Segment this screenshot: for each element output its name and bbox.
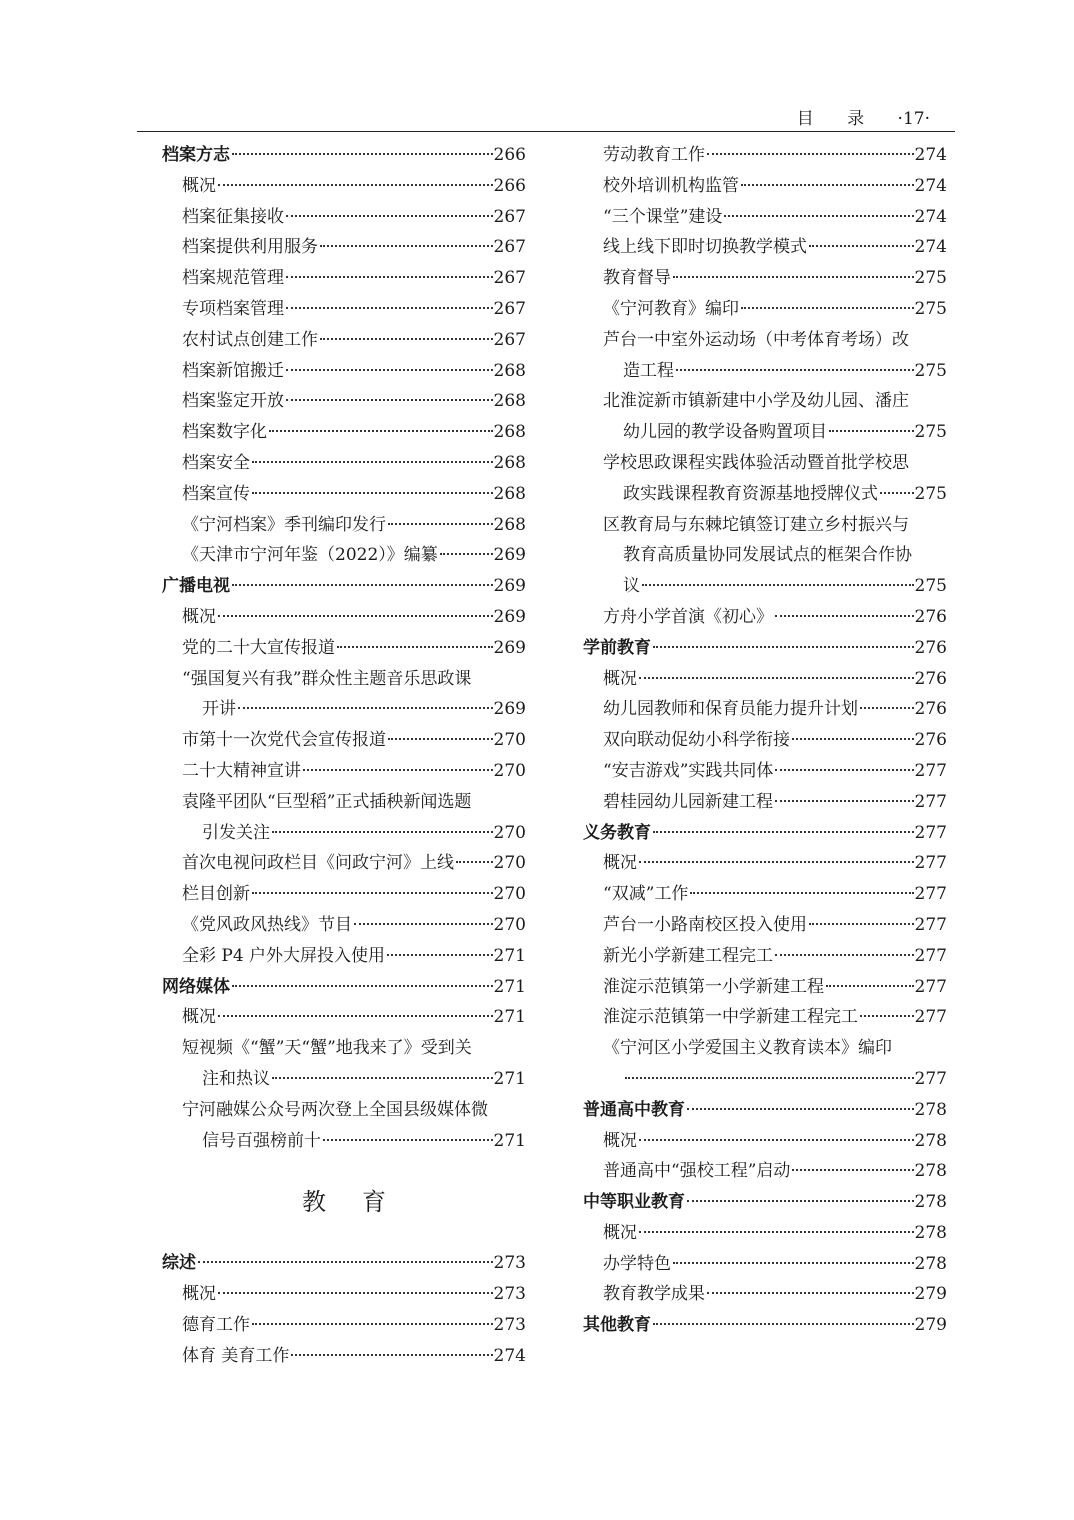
toc-page-number: 269 [493,576,526,597]
dot-leader [218,1292,493,1294]
toc-entry-title: 档案规范管理 [182,268,284,289]
toc-entry-title: 概况 [603,853,637,874]
toc-entry-title: 《宁河教育》编印 [603,298,739,319]
toc-entry-title: 宁河融媒公众号两次登上全国县级媒体微 [182,1099,488,1120]
toc-entry-title: 档案宣传 [182,483,250,504]
toc-entry-title: 引发关注 [202,822,270,843]
toc-page-number: 270 [493,822,526,843]
toc-entry[interactable] [583,664,947,695]
toc-entry[interactable] [162,171,526,202]
toc-entry[interactable] [162,1002,526,1033]
toc-entry [583,386,947,417]
toc-entry-title: 注和热议 [202,1068,270,1089]
toc-page-number: 268 [493,360,526,381]
toc-entry-title: 淮淀示范镇第一小学新建工程 [603,976,824,997]
toc-entry[interactable] [162,356,526,387]
toc-entry-title: 概况 [603,1222,637,1243]
toc-page-number: 267 [493,268,526,289]
toc-entry [162,1095,526,1126]
dot-leader [232,584,493,586]
toc-section-entry[interactable] [583,633,947,664]
dot-leader [792,1169,913,1171]
toc-page-number: 268 [493,422,526,443]
dot-leader [639,677,914,679]
toc-entry-title: 办学特色 [603,1253,671,1274]
toc-entry[interactable] [162,386,526,417]
toc-page-number: 278 [914,1130,947,1151]
toc-entry-title: 概况 [182,1007,216,1028]
dot-leader [707,1292,914,1294]
toc-entry-title: 造工程 [623,360,674,381]
dot-leader [252,492,493,494]
header-rule [137,131,955,132]
toc-entry[interactable] [162,1126,526,1157]
toc-entry[interactable] [583,910,947,941]
toc-page-number: 278 [914,1192,947,1213]
toc-page-number: 277 [914,1007,947,1028]
toc-page-number: 279 [914,1315,947,1336]
toc-entry[interactable] [162,910,526,941]
toc-entry [583,325,947,356]
toc-page-number: 270 [493,730,526,751]
toc-entry[interactable] [162,479,526,510]
dot-leader [639,1231,914,1233]
toc-entry-title: 栏目创新 [182,884,250,905]
dot-leader [303,769,493,771]
dot-leader [625,1077,914,1079]
toc-entry[interactable] [583,202,947,233]
toc-page-number: 276 [914,606,947,627]
toc-entry-title: 学前教育 [583,637,651,658]
toc-page-number: 275 [914,268,947,289]
toc-entry-title: 市第十一次党代会宣传报道 [182,730,386,751]
toc-entry-title: 校外培训机构监管 [603,175,739,196]
dot-leader [440,553,493,555]
toc-entry-title: 普通高中教育 [583,1099,685,1120]
toc-entry-title: 概况 [182,606,216,627]
toc-page-number: 267 [493,237,526,258]
toc-entry-title: 德育工作 [182,1314,250,1335]
toc-entry-title: 全彩 P4 户外大屏投入使用 [182,945,386,966]
toc-entry[interactable] [162,725,526,756]
toc-entry[interactable] [583,756,947,787]
toc-entry[interactable] [583,787,947,818]
toc-page-number: 274 [914,175,947,196]
toc-page-number: 266 [493,175,526,196]
dot-leader [724,215,913,217]
toc-entry[interactable] [583,571,947,602]
toc-entry-title: 广播电视 [162,576,230,597]
dot-leader [653,1323,914,1325]
toc-section-entry[interactable] [583,1095,947,1126]
toc-entry-title: 区教育局与东棘坨镇签订建立乡村振兴与 [603,514,909,535]
toc-entry-title: 芦台一中室外运动场（中考体育考场）改 [603,329,909,350]
toc-page-number: 270 [493,884,526,905]
dot-leader [687,1108,914,1110]
toc-entry-title: 学校思政课程实践体验活动暨首批学校思 [603,452,909,473]
toc-page-number: 274 [914,237,947,258]
dot-leader [388,523,493,525]
toc-page-number: 278 [914,1222,947,1243]
dot-leader [354,923,493,925]
toc-section-entry[interactable] [162,972,526,1003]
dot-leader [741,307,914,309]
toc-page-number: 277 [914,822,947,843]
dot-leader [741,184,914,186]
toc-entry[interactable] [162,202,526,233]
dot-leader [829,430,914,432]
toc-entry-title: 信号百强榜前十 [202,1130,321,1151]
toc-entry-title: 《党风政风热线》节目 [182,914,352,935]
toc-entry-title: “双减”工作 [603,884,689,905]
toc-entry[interactable] [162,1064,526,1095]
toc-page-number: 273 [493,1284,526,1305]
toc-page-number: 267 [493,329,526,350]
toc-section-entry[interactable] [583,818,947,849]
toc-entry[interactable] [583,879,947,910]
dot-leader [291,1354,492,1356]
toc-page-number: 277 [914,791,947,812]
dot-leader [252,1323,493,1325]
toc-page-number: 279 [914,1284,947,1305]
toc-entry-title: 农村试点创建工作 [182,329,318,350]
toc-entry[interactable] [162,448,526,479]
toc-page-number: 268 [493,483,526,504]
toc-entry[interactable] [583,171,947,202]
toc-entry[interactable] [162,848,526,879]
toc-entry-title: 《宁河档案》季刊编印发行 [182,514,386,535]
dot-leader [880,492,914,494]
toc-page-number: 270 [493,914,526,935]
dot-leader [826,985,914,987]
toc-entry[interactable] [583,972,947,1003]
toc-page-number: 275 [914,483,947,504]
toc-entry-title: 概况 [603,1130,637,1151]
toc-page-number: 275 [914,576,947,597]
toc-page-number: 271 [493,976,526,997]
toc-entry[interactable] [583,1249,947,1280]
toc-page-number: 276 [914,699,947,720]
toc-entry [583,448,947,479]
dot-leader [320,338,493,340]
toc-entry-title: “三个课堂”建设 [603,206,723,227]
toc-entry-title: 档案征集接收 [182,206,284,227]
toc-page-number: 276 [914,637,947,658]
toc-entry[interactable] [162,941,526,972]
toc-entry[interactable] [162,232,526,263]
toc-entry-title: 概况 [182,175,216,196]
toc-entry[interactable] [162,879,526,910]
dot-leader [337,646,493,648]
toc-entry[interactable] [583,1002,947,1033]
toc-entry[interactable] [162,1279,526,1310]
toc-entry-title: 新光小学新建工程完工 [603,945,773,966]
toc-entry-title: 淮淀示范镇第一中学新建工程完工 [603,1007,858,1028]
toc-entry-title: 概况 [603,668,637,689]
dot-leader [775,769,913,771]
toc-page-number: 267 [493,298,526,319]
dot-leader [809,923,914,925]
toc-entry[interactable] [162,510,526,541]
toc-entry[interactable] [583,725,947,756]
toc-page-number: 268 [493,514,526,535]
dot-leader [238,707,493,709]
toc-entry[interactable] [583,479,947,510]
toc-entry[interactable] [162,294,526,325]
toc-page-number: 277 [914,945,947,966]
toc-entry[interactable] [162,1310,526,1341]
toc-entry[interactable] [583,1126,947,1157]
toc-entry-title: 北淮淀新市镇新建中小学及幼儿园、潘庄 [603,391,909,412]
toc-entry[interactable] [583,602,947,633]
dot-leader [320,245,493,247]
toc-entry-title: 网络媒体 [162,976,230,997]
toc-section-entry[interactable] [162,1248,526,1279]
toc-entry-title: 档案方志 [162,145,230,165]
toc-entry-title: 线上线下即时切换教学模式 [603,237,807,258]
toc-section-entry[interactable] [583,1187,947,1218]
toc-entry[interactable] [583,941,947,972]
toc-entry-title: 普通高中“强校工程”启动 [603,1161,791,1182]
toc-entry-title: 综述 [162,1253,196,1274]
toc-page-number: 274 [914,206,947,227]
dot-leader [232,153,493,155]
toc-page-number: 278 [914,1099,947,1120]
dot-leader [676,369,914,371]
toc-entry[interactable] [583,1279,947,1310]
toc-entry-title: 教育高质量协同发展试点的框架合作协 [623,545,912,566]
toc-page-number: 270 [493,853,526,874]
dot-leader [218,615,493,617]
toc-page-number: 271 [493,1068,526,1089]
dot-leader [653,646,914,648]
toc-page-number: 266 [493,145,526,165]
toc-right-column [583,140,947,1341]
toc-entry[interactable] [583,356,947,387]
toc-entry-title: 其他教育 [583,1315,651,1336]
toc-page-number: 276 [914,730,947,751]
toc-page-number: 275 [914,360,947,381]
toc-entry-title: “强国复兴有我”群众性主题音乐思政课 [182,668,472,689]
toc-entry-title: 首次电视问政栏目《问政宁河》上线 [182,853,454,874]
toc-entry-title: 双向联动促幼小科学衔接 [603,730,790,751]
dot-leader [388,738,493,740]
toc-page-number: 277 [914,760,947,781]
toc-entry[interactable] [162,540,526,571]
toc-page-number: 277 [914,884,947,905]
dot-leader [387,954,492,956]
toc-entry[interactable] [162,756,526,787]
header-page-number: ·17· [897,109,930,129]
toc-page-number: 277 [914,1068,947,1089]
toc-page-number: 268 [493,452,526,473]
toc-entry[interactable] [583,694,947,725]
dot-leader [272,831,493,833]
toc-entry [583,510,947,541]
toc-section-entry[interactable] [583,1310,947,1341]
toc-entry[interactable] [583,1156,947,1187]
toc-entry[interactable] [162,263,526,294]
toc-page-number: 273 [493,1314,526,1335]
dot-leader [218,1015,493,1017]
dot-leader [456,861,493,863]
dot-leader [775,800,914,802]
toc-entry[interactable] [583,848,947,879]
toc-entry-title: 碧桂园幼儿园新建工程 [603,791,773,812]
toc-entry[interactable] [583,294,947,325]
toc-entry[interactable] [162,602,526,633]
toc-entry-title: 概况 [182,1284,216,1305]
toc-entry [162,664,526,695]
toc-entry-title: 袁隆平团队“巨型稻”正式插秧新闻选题 [182,791,472,812]
toc-entry-title: 专项档案管理 [182,298,284,319]
toc-entry-title: 档案新馆搬迁 [182,360,284,381]
toc-page-number: 276 [914,668,947,689]
dot-leader [860,707,914,709]
toc-page-number: 278 [914,1161,947,1182]
toc-entry-title: 幼儿园的教学设备购置项目 [623,422,827,443]
dot-leader [809,245,914,247]
toc-entry-title: 中等职业教育 [583,1192,685,1213]
toc-entry[interactable] [162,417,526,448]
dot-leader [286,276,493,278]
dot-leader [286,215,493,217]
dot-leader [198,1261,493,1263]
toc-entry[interactable] [162,633,526,664]
toc-entry-title: 教育督导 [603,268,671,289]
toc-entry [162,787,526,818]
toc-entry-title: 党的二十大宣传报道 [182,637,335,658]
toc-page-number: 269 [493,545,526,566]
dot-leader [690,892,913,894]
toc-entry [162,1033,526,1064]
toc-entry-title: 《天津市宁河年鉴（2022）》编纂 [182,545,438,566]
dot-leader [232,985,493,987]
toc-page-number: 267 [493,206,526,227]
dot-leader [639,1139,914,1141]
toc-entry[interactable] [583,1064,947,1095]
toc-page-number: 277 [914,976,947,997]
toc-page-number: 270 [493,760,526,781]
toc-entry-title: 短视频《“蟹”天“蟹”地我来了》受到关 [182,1038,472,1059]
dot-leader [673,1262,914,1264]
dot-leader [687,1200,914,1202]
dot-leader [792,738,914,740]
section-heading: 教育 [302,1188,422,1217]
dot-leader [269,430,493,432]
toc-page-number: 277 [914,914,947,935]
toc-entry[interactable] [162,818,526,849]
toc-entry-title: 档案鉴定开放 [182,391,284,412]
toc-entry[interactable] [583,140,947,171]
toc-entry[interactable] [583,417,947,448]
toc-page-number: 271 [493,945,526,966]
toc-page-number: 278 [914,1253,947,1274]
toc-entry-title: 《宁河区小学爱国主义教育读本》编印 [603,1038,892,1059]
toc-entry-title: “安吉游戏”实践共同体 [603,760,774,781]
running-header [0,104,930,130]
toc-entry-title: 议 [623,576,640,597]
dot-leader [252,461,493,463]
toc-entry[interactable] [162,694,526,725]
dot-leader [286,369,493,371]
toc-entry-title: 方舟小学首演《初心》 [603,606,773,627]
toc-entry-title: 幼儿园教师和保育员能力提升计划 [603,699,858,720]
toc-entry [583,1033,947,1064]
dot-leader [639,861,914,863]
toc-entry [583,540,947,571]
toc-entry-title: 体育 美育工作 [182,1345,290,1366]
toc-entry-title: 政实践课程教育资源基地授牌仪式 [623,483,878,504]
dot-leader [286,399,493,401]
toc-left-column [162,140,526,1371]
toc-page-number: 275 [914,298,947,319]
dot-leader [860,1015,914,1017]
toc-page-number: 274 [493,1345,526,1366]
toc-page-number: 277 [914,853,947,874]
toc-entry-title: 劳动教育工作 [603,145,705,165]
toc-page-number: 275 [914,422,947,443]
dot-leader [323,1139,493,1141]
dot-leader [673,276,914,278]
dot-leader [707,153,914,155]
toc-entry-title: 档案数字化 [182,422,267,443]
dot-leader [252,892,493,894]
toc-entry-title: 芦台一小路南校区投入使用 [603,914,807,935]
toc-page-number: 269 [493,637,526,658]
toc-entry-title: 义务教育 [583,822,651,843]
dot-leader [218,184,493,186]
dot-leader [775,954,914,956]
toc-section-entry[interactable] [162,140,526,171]
toc-page-number: 269 [493,699,526,720]
dot-leader [272,1077,493,1079]
toc-page-number: 274 [914,145,947,165]
toc-section-entry[interactable] [162,571,526,602]
toc-page-number: 268 [493,391,526,412]
toc-entry-title: 开讲 [202,699,236,720]
dot-leader [642,584,914,586]
toc-page-number: 271 [493,1007,526,1028]
toc-entry[interactable] [583,232,947,263]
toc-page-number: 271 [493,1130,526,1151]
dot-leader [653,831,914,833]
toc-entry-title: 档案安全 [182,452,250,473]
dot-leader [286,307,493,309]
toc-page-number: 269 [493,606,526,627]
header-title: 目 录 [796,109,879,129]
toc-entry[interactable] [162,325,526,356]
toc-entry[interactable] [162,1341,526,1372]
toc-entry-title: 档案提供利用服务 [182,237,318,258]
toc-entry-title: 教育教学成果 [603,1284,705,1305]
toc-entry-title: 二十大精神宣讲 [182,760,301,781]
toc-entry[interactable] [583,1218,947,1249]
toc-entry[interactable] [583,263,947,294]
toc-page-number: 273 [493,1253,526,1274]
dot-leader [775,615,914,617]
